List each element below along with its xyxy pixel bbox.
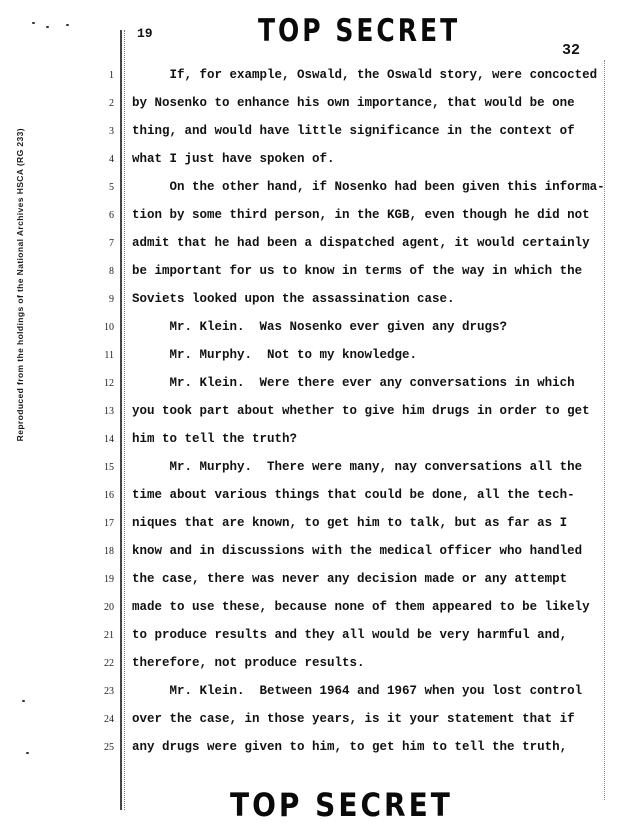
right-margin-rule (604, 60, 605, 800)
transcript-line: know and in discussions with the medical officer who handled (132, 544, 583, 558)
line-number: 19 (104, 574, 114, 585)
line-number: 12 (104, 378, 114, 389)
line-number: 9 (109, 294, 114, 305)
line-number: 5 (109, 182, 114, 193)
line-number: 6 (109, 210, 114, 221)
transcript-line: therefore, not produce results. (132, 656, 365, 670)
line-number: 25 (104, 742, 114, 753)
scan-speck (22, 700, 25, 702)
transcript-line: tion by some third person, in the KGB, even though he did not (132, 208, 590, 222)
line-number: 22 (104, 658, 114, 669)
transcript-line: On the other hand, if Nosenko had been given this informa- (132, 180, 605, 194)
transcript-line: be important for us to know in terms of the way in which the (132, 264, 583, 278)
transcript-line: niques that are known, to get him to talk, but as far as I (132, 516, 568, 530)
transcript-line: made to use these, because none of them appeared to be likely (132, 600, 590, 614)
classification-stamp-bottom: TOP SECRET (230, 786, 453, 824)
line-number: 7 (109, 238, 114, 249)
transcript-line: Mr. Klein. Was Nosenko ever given any drugs? (132, 320, 508, 334)
archive-side-note (12, 70, 28, 500)
line-number: 4 (109, 154, 114, 165)
transcript-line: to produce results and they all would be very harmful and, (132, 628, 568, 642)
transcript-line: the case, there was never any decision made or any attempt (132, 572, 568, 586)
archive-side-note-text: Reproduced from the holdings of the National Archives HSCA (RG 233) (15, 128, 25, 442)
left-margin-rule-dotted (124, 30, 125, 810)
line-number: 21 (104, 630, 114, 641)
line-number: 20 (104, 602, 114, 613)
transcript-line: Mr. Klein. Between 1964 and 1967 when you lost control (132, 684, 583, 698)
line-number: 15 (104, 462, 114, 473)
scan-speck (66, 24, 69, 26)
transcript-line: If, for example, Oswald, the Oswald story, were concocted (132, 68, 598, 82)
line-number: 23 (104, 686, 114, 697)
transcript-line: Mr. Klein. Were there ever any conversations in which (132, 376, 575, 390)
page-number-right: 32 (562, 42, 581, 59)
line-number: 11 (104, 350, 114, 361)
scan-speck (32, 22, 35, 24)
line-number: 13 (104, 406, 114, 417)
scan-speck (46, 26, 49, 28)
line-number: 17 (104, 518, 114, 529)
transcript-line: over the case, in those years, is it your statement that if (132, 712, 575, 726)
line-number: 24 (104, 714, 114, 725)
line-number: 1 (109, 70, 114, 81)
transcript-line: by Nosenko to enhance his own importance, that would be one (132, 96, 575, 110)
transcript-line: Soviets looked upon the assassination case. (132, 292, 455, 306)
line-number: 18 (104, 546, 114, 557)
transcript-line: time about various things that could be done, all the tech- (132, 488, 575, 502)
transcript-line: admit that he had been a dispatched agent, it would certainly (132, 236, 590, 250)
line-number: 3 (109, 126, 114, 137)
transcript-line: Mr. Murphy. Not to my knowledge. (132, 348, 418, 362)
scan-speck (26, 752, 29, 754)
transcript-line: any drugs were given to him, to get him to tell the truth, (132, 740, 568, 754)
line-number: 16 (104, 490, 114, 501)
transcript-line: what I just have spoken of. (132, 152, 335, 166)
transcript-line: thing, and would have little significance in the context of (132, 124, 575, 138)
line-number: 14 (104, 434, 114, 445)
transcript-line: you took part about whether to give him drugs in order to get (132, 404, 590, 418)
transcript-line: him to tell the truth? (132, 432, 298, 446)
line-number: 10 (104, 322, 114, 333)
left-margin-rule (120, 30, 122, 810)
classification-stamp-top: TOP SECRET (258, 12, 461, 49)
page-number-left: 19 (137, 26, 153, 41)
line-number: 8 (109, 266, 114, 277)
line-number: 2 (109, 98, 114, 109)
transcript-line: Mr. Murphy. There were many, nay conversations all the (132, 460, 583, 474)
